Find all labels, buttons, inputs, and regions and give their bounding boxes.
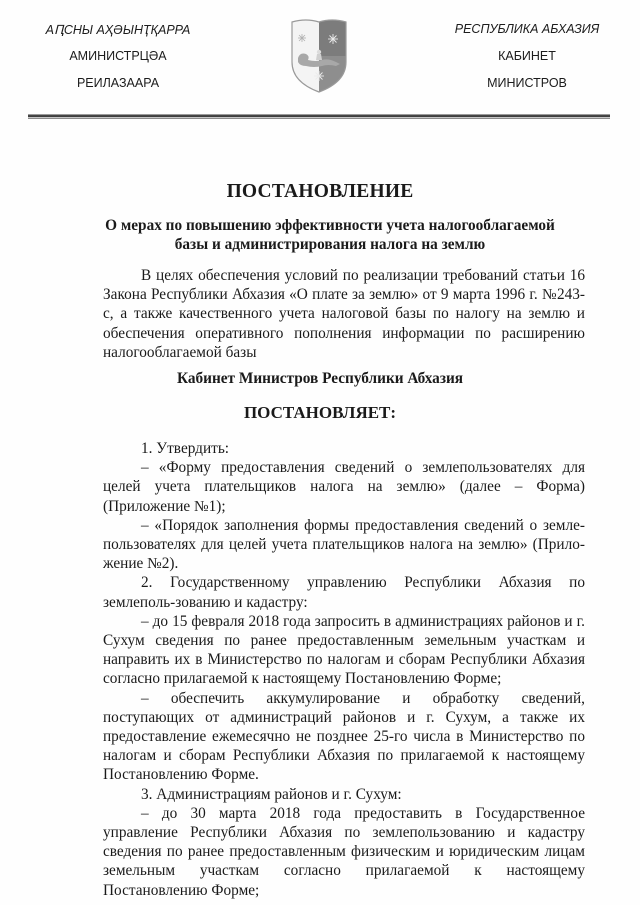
coat-of-arms-icon [288, 16, 350, 94]
paragraph-3: 3. Администрациям районов и г. Сухум: [141, 785, 402, 803]
header-left-line1: АԤСНЫ АҲӘЫНҬҚАРРА [45, 23, 191, 37]
paragraph-1-item-2: – «Порядок заполнения формы предоставления сведений о земле-пользователях для целей учета плательщиков налога на землю» (Прило-жение №2). [103, 516, 585, 573]
header-right-line2: КАБИНЕТ [498, 49, 556, 63]
header-left-abkhaz [38, 22, 198, 102]
issuer-heading: Кабинет Министров Республики Абхазия [176, 370, 464, 387]
header-left-line2: АМИНИСТРЦӘА [69, 49, 167, 63]
paragraph-2: 2. Государственному управлению Республики Абхазия по землеполь-зованию и кадастру: [103, 574, 585, 611]
document-title: ПОСТАНОВЛЕНИЕ [226, 181, 414, 202]
header-divider [28, 114, 610, 119]
preamble-text: В целях обеспечения условий по реализации требований статьи 16 Закона Республики Абхазия «О плате за землю» от 9 марта 1996 г. №243-с, а также качественного учета налоговой базы по налогу на землю и обеспечения оперативного пополнения информации по расширению налогооблагаемой базы [103, 267, 585, 361]
paragraph-2-item-2: – обеспечить аккумулирование и обработку сведений, поступающих от администраций районов и г. Сухум, а также их предоставление ежемесячно не позднее 25-го числа в Министерство по налогам и сборам Республики Абхазия по прилагаемой к настоящему Постановлению Форме. [103, 689, 585, 784]
paragraph-2-item-1: – до 15 февраля 2018 года запросить в администрациях районов и г. Сухум сведения по ранее предоставленным земельным участкам и направить их в Министерство по налогам и сборам Республики Абхазия согласно прилагаемой к настоящему Постановлению Форме; [103, 612, 585, 688]
header-right-russian [447, 22, 607, 102]
paragraph-3-item-1: – до 30 марта 2018 года предоставить в Государственное управление Республики Абхазия по землепользованию и кадастру сведения по ранее предоставленным физическим и юридическим лицам земельным участкам согласно прилагаемой к настоящему Постановлению Форме; [103, 804, 585, 899]
header-right-line1: РЕСПУБЛИКА АБХАЗИЯ [454, 22, 600, 36]
document-subtitle [100, 216, 560, 254]
preamble [103, 266, 585, 362]
subtitle-line2: базы и администрирования налога на землю [174, 236, 486, 253]
header-left-line3: РЕИЛАЗААРА [76, 76, 160, 90]
paragraph-1-item-1: – «Форму предоставления сведений о землепользователях для целей учета плательщиков налога на землю» (далее – Форма) (Приложение №1); [103, 459, 585, 515]
paragraph-1: 1. Утвердить: [141, 440, 230, 457]
subtitle-line1: О мерах по повышению эффективности учета налогооблагаемой [105, 217, 555, 234]
decree-paragraphs [103, 439, 585, 900]
decree-heading: ПОСТАНОВЛЯЕТ: [243, 403, 397, 422]
header-right-line3: МИНИСТРОВ [487, 76, 567, 90]
